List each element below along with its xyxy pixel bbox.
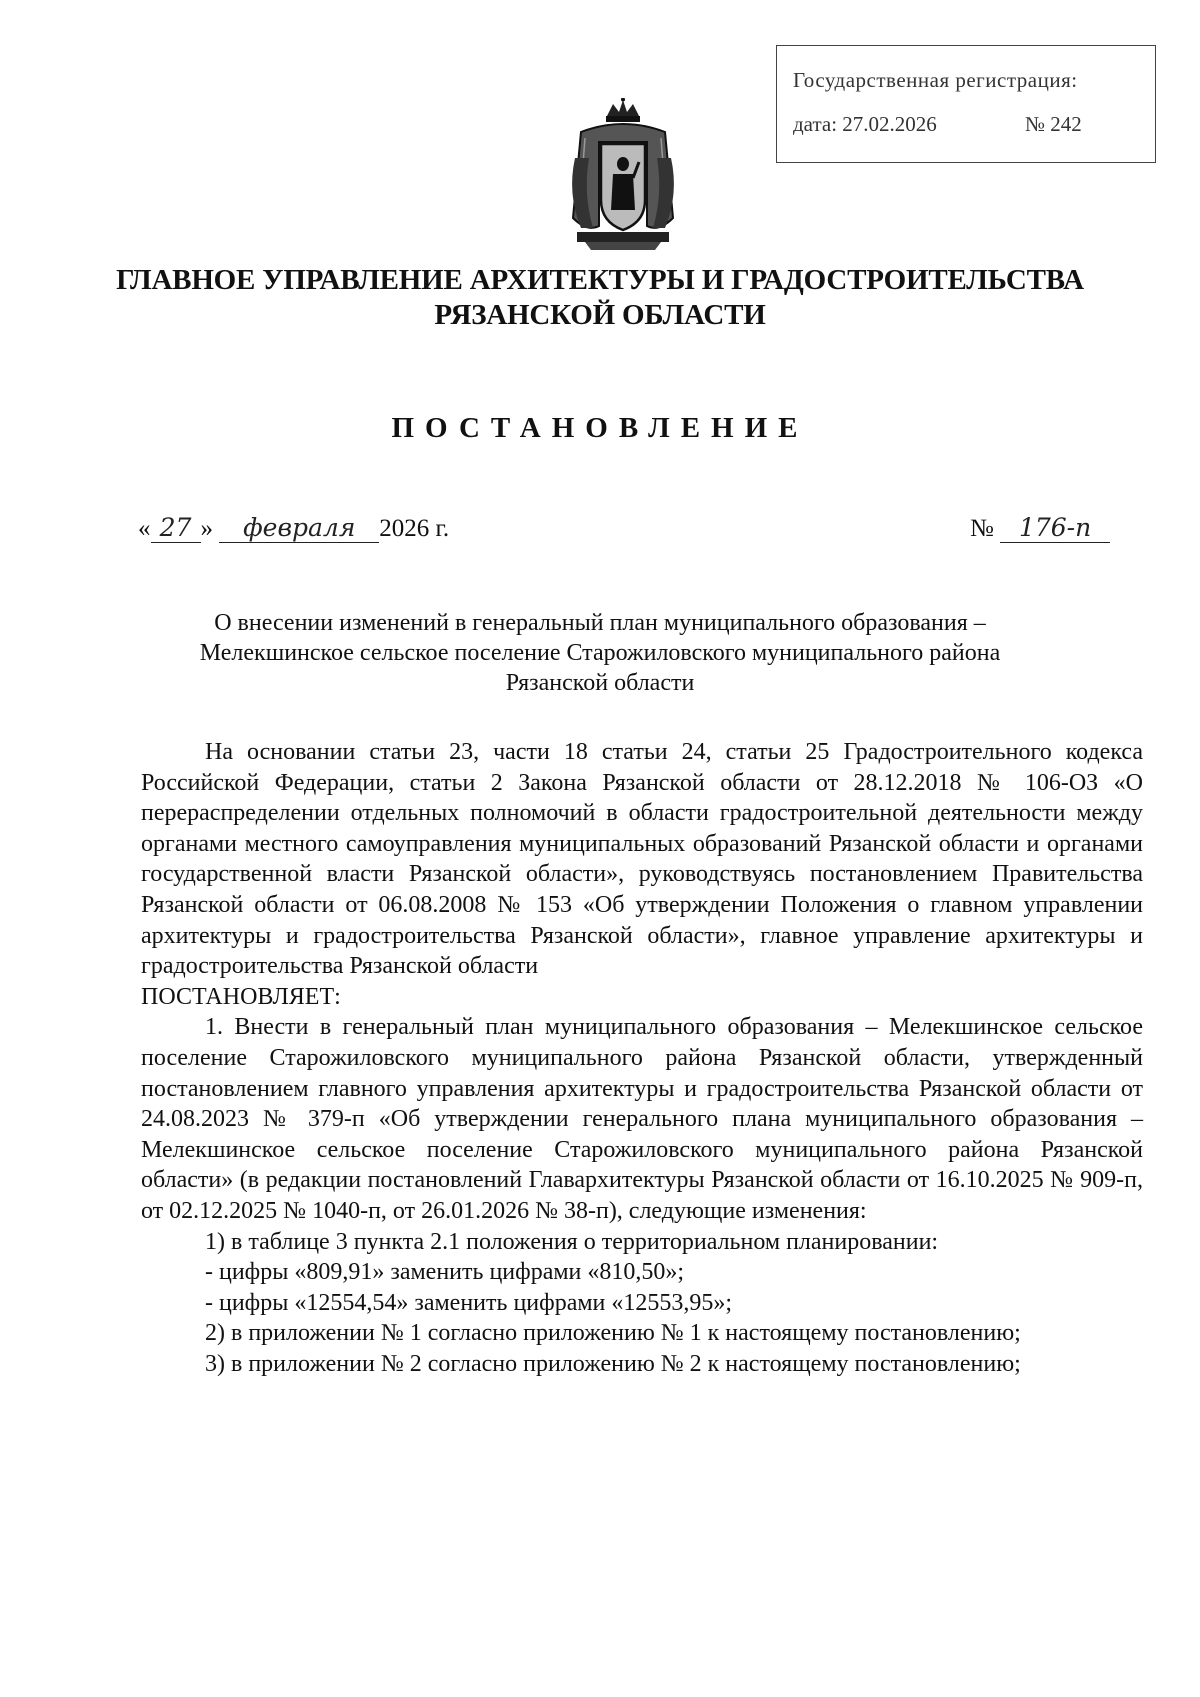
dash-item-1: - цифры «809,91» заменить цифрами «810,50»; — [205, 1259, 685, 1286]
dash-item-2: - цифры «12554,54» заменить цифрами «12553,95»; — [205, 1289, 733, 1316]
subject-line3: Рязанской области — [505, 670, 695, 696]
subject-line2: Мелекшинское сельское поселение Старожиловского муниципального района — [199, 640, 1001, 666]
registration-title: Государственная регистрация: — [793, 68, 1078, 92]
subitem-2: 2) в приложении № 1 согласно приложению № 1 к настоящему постановлению; — [205, 1320, 1021, 1347]
registration-date: дата: 27.02.2026 — [793, 112, 937, 136]
subitem-1: 1) в таблице 3 пункта 2.1 положения о территориальном планировании: — [205, 1228, 939, 1255]
decree-date — [138, 513, 449, 543]
organization-title-line1: ГЛАВНОЕ УПРАВЛЕНИЕ АРХИТЕКТУРЫ И ГРАДОСТРОИТЕЛЬСТВА — [116, 264, 1084, 296]
subitem-3: 3) в приложении № 2 согласно приложению № 2 к настоящему постановлению; — [205, 1350, 1021, 1377]
handwritten-number: 176-п — [1000, 513, 1110, 543]
decree-number — [970, 513, 1110, 543]
date-year: 2026 г. — [379, 515, 450, 542]
document-subject — [130, 608, 1070, 698]
coat-of-arms-icon — [563, 98, 683, 252]
handwritten-day: 27 — [151, 513, 201, 543]
organization-title — [100, 263, 1100, 333]
document-type: ПОСТАНОВЛЕНИЕ — [391, 412, 809, 444]
item-1-paragraph: 1. Внести в генеральный план муниципального образования – Мелекшинское сельское поселение Старожиловского муниципального района Рязанской области, утвержденный постановлением главного управления архитектуры и градостроительства Рязанской области от 24.08.2023 № 379-п «Об утверждении генерального плана муниципального образования – Мелекшинское сельское поселение Старожиловского муниципального района Рязанской области» (в редакции постановлений Главархитектуры Рязанской области от 16.10.2025 № 909-п, от 02.12.2025 № 1040-п, от 26.01.2026 № 38-п), следующие изменения: — [141, 1014, 1143, 1224]
handwritten-month: февраля — [219, 513, 379, 543]
date-open-quote: « — [138, 515, 151, 542]
date-close-quote: » — [200, 515, 213, 542]
number-prefix: № — [970, 515, 994, 542]
registration-stamp — [776, 45, 1156, 163]
decree-keyword: ПОСТАНОВЛЯЕТ: — [141, 983, 341, 1010]
organization-title-line2: РЯЗАНСКОЙ ОБЛАСТИ — [434, 299, 766, 331]
preamble-paragraph: На основании статьи 23, части 18 статьи 24, статьи 25 Градостроительного кодекса Российской Федерации, статьи 2 Закона Рязанской области от 28.12.2018 № 106-ОЗ «О перераспределении отдельных полномочий в области градостроительной деятельности между органами местного самоуправления муниципальных образований Рязанской области и органами государственной власти Рязанской области», руководствуясь постановлением Правительства Рязанской области от 06.08.2008 № 153 «Об утверждении Положения о главном управлении архитектуры и градостроительства Рязанской области», главное управление архитектуры и градостроительства Рязанской области — [141, 739, 1143, 980]
registration-number: № 242 — [1025, 112, 1082, 136]
subject-line1: О внесении изменений в генеральный план муниципального образования – — [214, 610, 986, 636]
document-body — [141, 737, 1143, 1379]
